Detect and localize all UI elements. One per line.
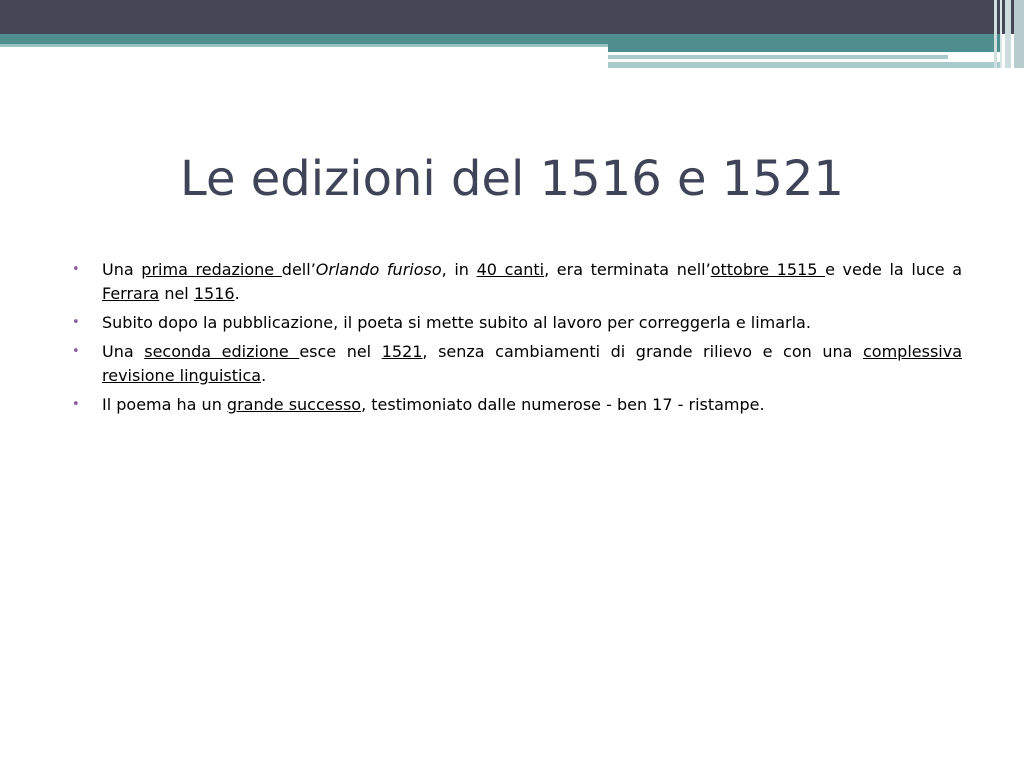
bullet-text: , era terminata nell’ (544, 260, 711, 279)
underlined-text: complessiva revisione linguistica (102, 342, 963, 385)
header-teal-band-right (608, 44, 1000, 52)
bullet-text: , senza cambiamenti di grande rilievo e con una (422, 342, 863, 361)
bullet-text: Il poema ha un (102, 395, 227, 414)
header-dark-band (0, 0, 1024, 34)
underlined-text: prima redazione (141, 260, 282, 279)
underlined-text: ottobre 1515 (710, 260, 826, 279)
bullet-text: Subito dopo la pubblicazione, il poeta si mette subito al lavoro per correggerla e limarla. (102, 313, 811, 332)
underlined-text: 40 canti (476, 260, 545, 279)
bullet-item (72, 393, 962, 417)
bullet-item (72, 258, 962, 306)
underlined-text: grande successo (226, 395, 362, 414)
underlined-text: 1521 (381, 342, 423, 361)
bullet-item (72, 311, 962, 335)
bullet-text: dell’ (281, 260, 316, 279)
header-vertical-stripe (1000, 0, 1002, 68)
header-light-strip (608, 62, 1000, 68)
bullet-text: esce nel (299, 342, 382, 361)
bullet-text: . (261, 366, 267, 385)
bullet-text: . (234, 284, 240, 303)
header-vertical-stripe (994, 0, 997, 68)
header-light-strip (0, 44, 608, 47)
underlined-text: seconda edizione (144, 342, 300, 361)
underlined-text: 1516 (193, 284, 235, 303)
bullet-dot-icon: • (72, 315, 80, 330)
header-vertical-stripe (1014, 0, 1024, 68)
bullet-dot-icon: • (72, 262, 80, 277)
bullet-text: , testimoniato dalle numerose - ben 17 - ristampe. (361, 395, 765, 414)
bullet-text: Una (102, 260, 142, 279)
bullet-text: nel (159, 284, 194, 303)
underlined-text: Ferrara (102, 284, 160, 303)
header-light-strip (608, 55, 948, 59)
bullet-list (72, 258, 962, 422)
slide-title: Le edizioni del 1516 e 1521 (180, 151, 844, 207)
bullet-text: e vede la luce a (825, 260, 963, 279)
header-vertical-stripe (1005, 0, 1011, 68)
bullet-item (72, 340, 962, 388)
italic-text: Orlando furioso (315, 260, 442, 279)
bullet-text: , in (441, 260, 477, 279)
bullet-dot-icon: • (72, 397, 80, 412)
bullet-text: Una (102, 342, 145, 361)
header-teal-band (0, 34, 1000, 44)
bullet-dot-icon: • (72, 344, 80, 359)
